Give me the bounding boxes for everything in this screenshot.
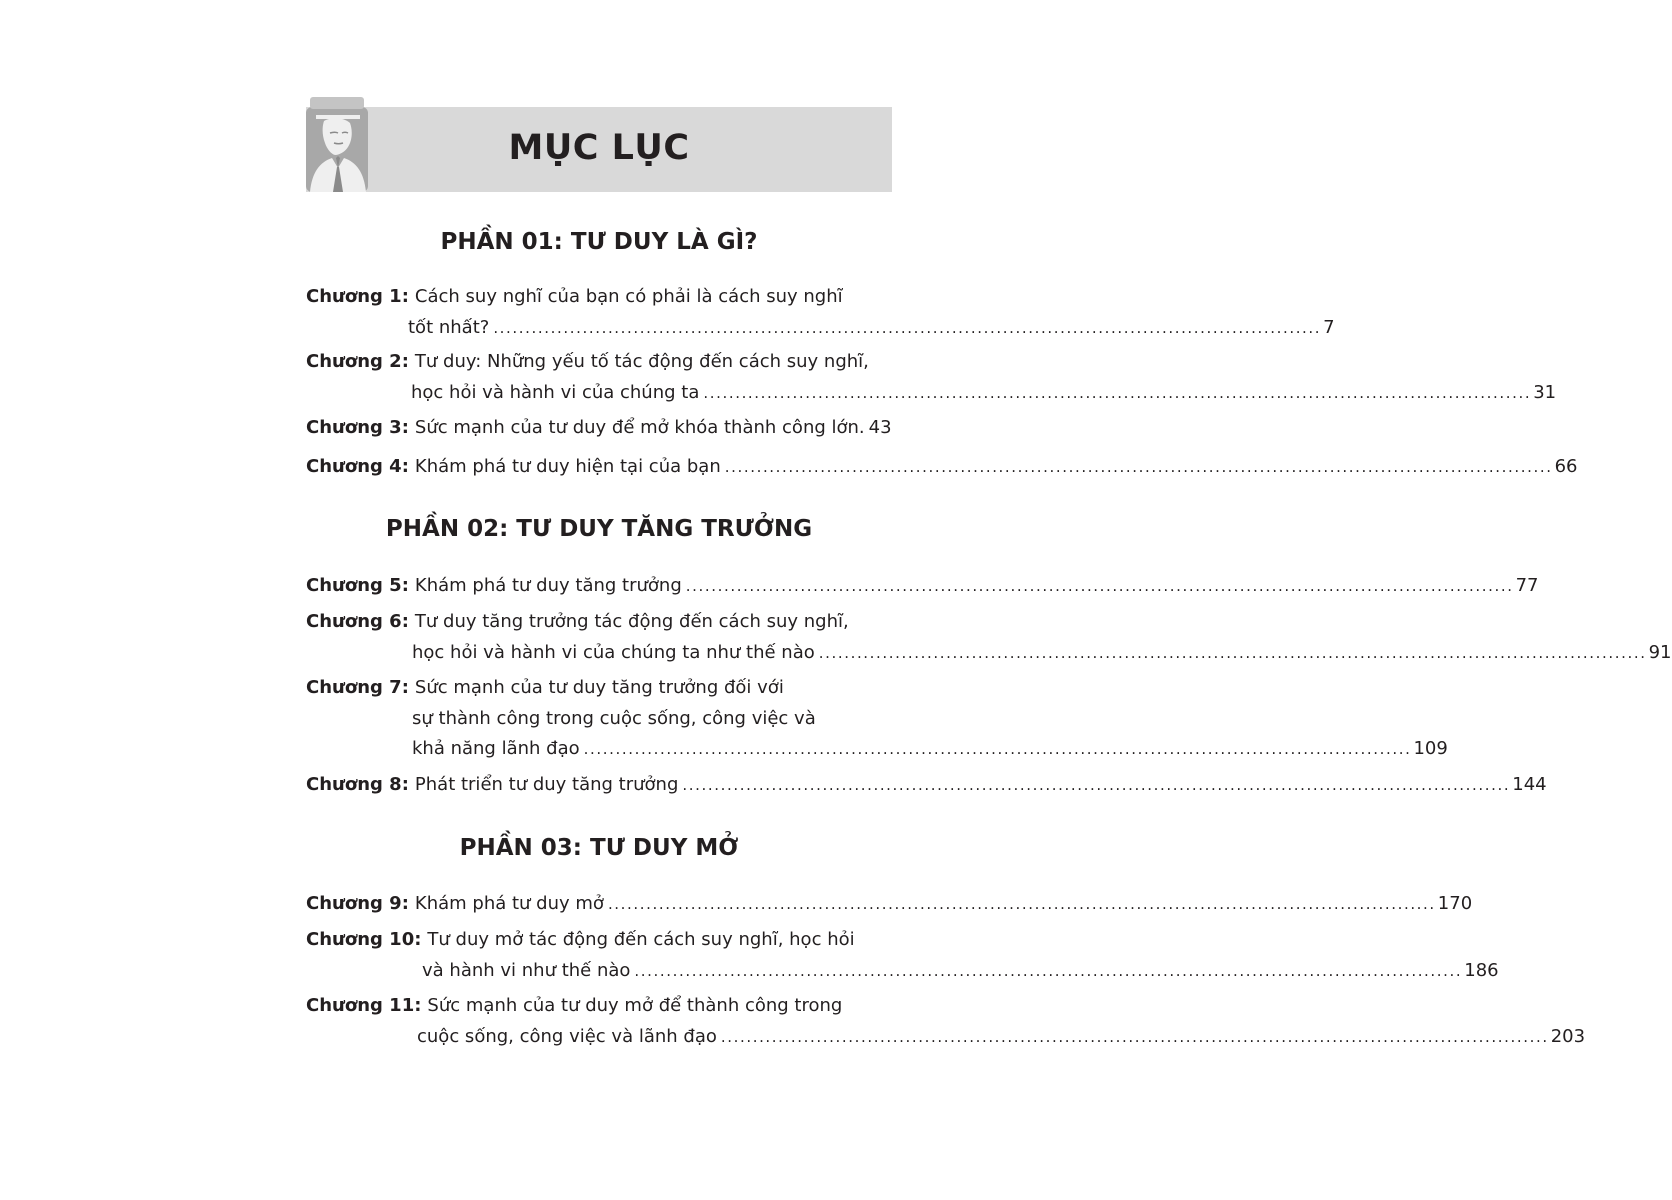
chapter-title: sự thành công trong cuộc sống, công việc và (412, 707, 816, 729)
chapter-label: Chương 4: (306, 456, 409, 477)
dot-leader: .................................................................................................................................. (634, 961, 1463, 980)
page-number: 43 (868, 417, 892, 438)
part-title: PHẦN 01: TƯ DUY LÀ GÌ? (440, 229, 758, 255)
chapter-label: Chương 8: (306, 774, 409, 795)
page-number: 91 (1648, 641, 1672, 663)
toc-entry[interactable] (306, 452, 1578, 483)
chapter-label: Chương 3: (306, 417, 409, 438)
chapter-label: Chương 6: (306, 611, 409, 632)
chapter-label: Chương 10: (306, 929, 422, 950)
chapter-label: Chương 7: (306, 677, 409, 698)
toc-entry[interactable] (306, 347, 1557, 408)
chapter-title: Cách suy nghĩ của bạn có phải là cách suy nghĩ (414, 286, 843, 307)
dot-leader: .................................................................................................................................. (724, 458, 1553, 476)
chapter-title: Phát triển tư duy tăng trưởng (414, 774, 679, 795)
chapter-title: khả năng lãnh đạo (412, 738, 580, 759)
part-title: PHẦN 02: TƯ DUY TĂNG TRƯỞNG (385, 516, 813, 542)
toc-title: MỤC LỤC (508, 128, 690, 168)
page-number: 186 (1464, 959, 1499, 981)
dot-leader: .................................................................................................................................. (703, 383, 1532, 402)
page-number: 77 (1515, 575, 1539, 596)
chapter-title: Tư duy mở tác động đến cách suy nghĩ, học hỏi (427, 929, 855, 950)
dot-leader: .................................................................................................................................. (818, 643, 1647, 662)
chapter-title: Khám phá tư duy mở (414, 893, 604, 914)
toc-entry[interactable] (306, 925, 1499, 986)
toc-entry[interactable] (306, 607, 1672, 668)
chapter-title: học hỏi và hành vi của chúng ta (411, 381, 700, 403)
toc-entry[interactable] (306, 991, 1586, 1052)
dot-leader: .................................................................................................................................. (720, 1027, 1549, 1046)
chapter-title: học hỏi và hành vi của chúng ta như thế nào (412, 641, 815, 663)
toc-entry[interactable] (306, 673, 1448, 765)
chapter-label: Chương 2: (306, 351, 409, 372)
dot-leader: .................................................................................................................................. (493, 318, 1322, 337)
page-number: 7 (1323, 316, 1335, 338)
toc-entry[interactable] (306, 282, 1335, 343)
toc-entry[interactable] (306, 571, 1539, 602)
page-number: 144 (1512, 774, 1547, 795)
toc-entry[interactable] (306, 770, 1547, 801)
page-number: 66 (1554, 456, 1578, 477)
chapter-title: Khám phá tư duy tăng trưởng (414, 575, 682, 596)
dot-leader: .................................................................................................................................. (685, 577, 1514, 595)
chapter-title: Khám phá tư duy hiện tại của bạn (414, 456, 721, 477)
page-number: 109 (1413, 738, 1448, 759)
page-number: 31 (1533, 381, 1557, 403)
page-number: 170 (1437, 893, 1473, 914)
chapter-title: cuộc sống, công việc và lãnh đạo (417, 1025, 717, 1047)
chapter-title: tốt nhất? (408, 316, 490, 338)
dot-leader: .................................................................................................................................. (682, 776, 1511, 794)
page-number: 203 (1550, 1025, 1586, 1047)
chapter-title: và hành vi như thế nào (422, 959, 631, 981)
chapter-label: Chương 1: (306, 286, 409, 307)
chapter-title: Sức mạnh của tư duy tăng trưởng đối với (414, 677, 784, 698)
toc-entry[interactable] (306, 413, 890, 444)
dot-leader: .................................................................................................................................. (583, 740, 1412, 758)
chapter-label: Chương 5: (306, 575, 409, 596)
dot-leader: .................................................................................................................................. (607, 895, 1436, 913)
chapter-title: Sức mạnh của tư duy để mở khóa thành công lớn. (414, 417, 865, 438)
part-title: PHẦN 03: TƯ DUY MỞ (459, 835, 739, 861)
chapter-label: Chương 11: (306, 995, 422, 1016)
chapter-label: Chương 9: (306, 893, 409, 914)
chapter-title: Sức mạnh của tư duy mở để thành công trong (427, 995, 843, 1016)
chapter-title: Tư duy tăng trưởng tác động đến cách suy nghĩ, (414, 611, 849, 632)
toc-entry[interactable] (306, 889, 1473, 920)
chapter-title: Tư duy: Những yếu tố tác động đến cách suy nghĩ, (414, 351, 869, 372)
